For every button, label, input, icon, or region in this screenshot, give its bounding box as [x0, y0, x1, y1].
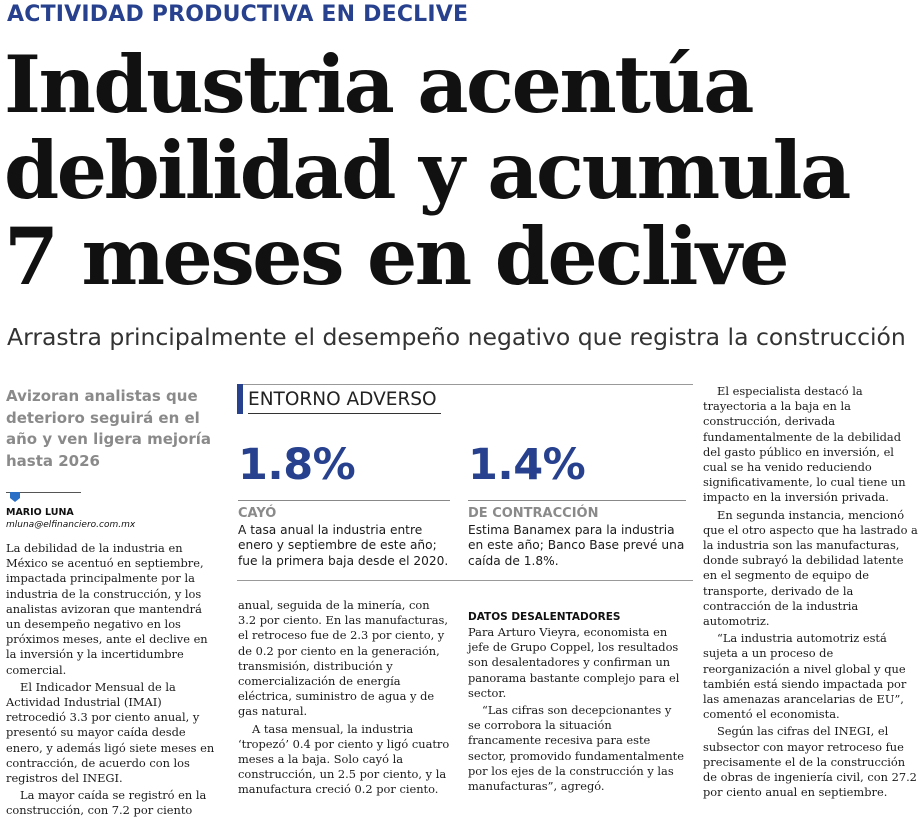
article-column-2	[238, 598, 450, 798]
factbox-bottom-rule	[237, 580, 693, 581]
article-column-1	[6, 541, 219, 819]
paragraph: En segunda instancia, mencionó que el otro aspecto que ha lastrado a la industria son las manufacturas, donde subrayó la debilidad latente en el segmento de equipo de transporte, derivado de la contracción de la industria automotriz.	[703, 507, 918, 629]
author-email[interactable]: mluna@elfinanciero.com.mx	[6, 520, 136, 530]
article-column-3	[468, 625, 686, 794]
paragraph: La mayor caída se registró en la construcción, con 7.2 por ciento	[6, 788, 207, 818]
byline-marker-icon	[10, 492, 20, 502]
paragraph: El especialista destacó la trayectoria a la baja en la construcción, derivada fundamentalmente de la debilidad del gasto público en inversión, el cual se ha venido reduciendo significativamente, lo cual tiene un impacto en la inversión privada.	[703, 384, 906, 505]
deck-summary: Avizoran analistas que deterioro seguirá en el año y ven ligera mejoría hasta 2026	[6, 387, 212, 470]
author-name: MARIO LUNA	[6, 507, 74, 518]
factbox-top-rule	[237, 384, 693, 385]
section-kicker: ACTIVIDAD PRODUCTIVA EN DECLIVE	[7, 2, 469, 27]
section-subtitle: DATOS DESALENTADORES	[468, 611, 621, 623]
factbox-label: ENTORNO ADVERSO	[248, 389, 437, 410]
factbox-label-underline	[248, 413, 441, 414]
subheadline: Arrastra principalmente el desempeño negativo que registra la construcción	[7, 323, 906, 351]
stat-2-label: DE CONTRACCIÓN	[468, 506, 599, 521]
stat-2-description: Estima Banamex para la industria en este año; Banco Base prevé una caída de 1.8%.	[468, 523, 685, 568]
stat-1-divider	[238, 500, 450, 501]
headline-line-1: Industria acentúa	[4, 38, 752, 131]
paragraph: Según las cifras del INEGI, el subsector con mayor retroceso fue precisamente el de la construcción de obras de ingeniería civil, con 27.2 por ciento anual en septiembre.	[703, 724, 917, 800]
paragraph: El Indicador Mensual de la Actividad Industrial (IMAI) retrocedió 3.3 por ciento anual, y presentó su mayor caída desde enero, y además ligó siete meses en contracción, de acuerdo con los registros del INEGI.	[6, 679, 215, 786]
stat-1-label: CAYÓ	[238, 506, 277, 521]
headline	[4, 38, 920, 303]
headline-line-3: 7 meses en declive	[4, 210, 788, 303]
headline-line-2: debilidad y acumula	[4, 124, 849, 217]
paragraph: “Las cifras son decepcionantes y se corrobora la situación francamente recesiva para este sector, promovido fundamentalmente por los ejes de la construcción y las manufacturas”, agregó.	[468, 703, 684, 794]
factbox-accent-bar	[237, 384, 243, 414]
paragraph: Para Arturo Vieyra, economista en jefe de Grupo Coppel, los resultados son desalentadores y confirman un panorama bastante complejo para el sector.	[468, 625, 680, 700]
paragraph: “La industria automotriz está sujeta a un proceso de reorganización a nivel global y que también está siendo impactada por las amenazas arancelarias de EU”, comentó el economista.	[703, 631, 907, 722]
paragraph: anual, seguida de la minería, con 3.2 por ciento. En las manufacturas, el retroceso fue de 2.3 por ciento, y de 0.2 por ciento en la generación, transmisión, distribución y comercialización de energía eléctrica, suministro de agua y de gas natural.	[238, 598, 448, 719]
article-column-4	[703, 384, 918, 800]
stat-2-value: 1.4%	[468, 440, 586, 490]
factbox-header	[237, 384, 693, 416]
stat-1-value: 1.8%	[238, 440, 356, 490]
stat-2-divider	[468, 500, 686, 501]
paragraph: La debilidad de la industria en México se acentuó en septiembre, impactada principalmente por la industria de la construcción, y los analistas avizoran que mantendrá un desempeño negativo en los próximos meses, ante el declive en la inversión y la incertidumbre comercial.	[6, 541, 208, 677]
paragraph: A tasa mensual, la industria ‘tropezó’ 0.4 por ciento y ligó cuatro meses a la baja. Solo cayó la construcción, un 2.5 por ciento, y la manufactura creció 0.2 por ciento.	[238, 721, 450, 797]
stat-1-description: A tasa anual la industria entre enero y septiembre de este año; fue la primera baja desde el 2020.	[238, 523, 449, 568]
